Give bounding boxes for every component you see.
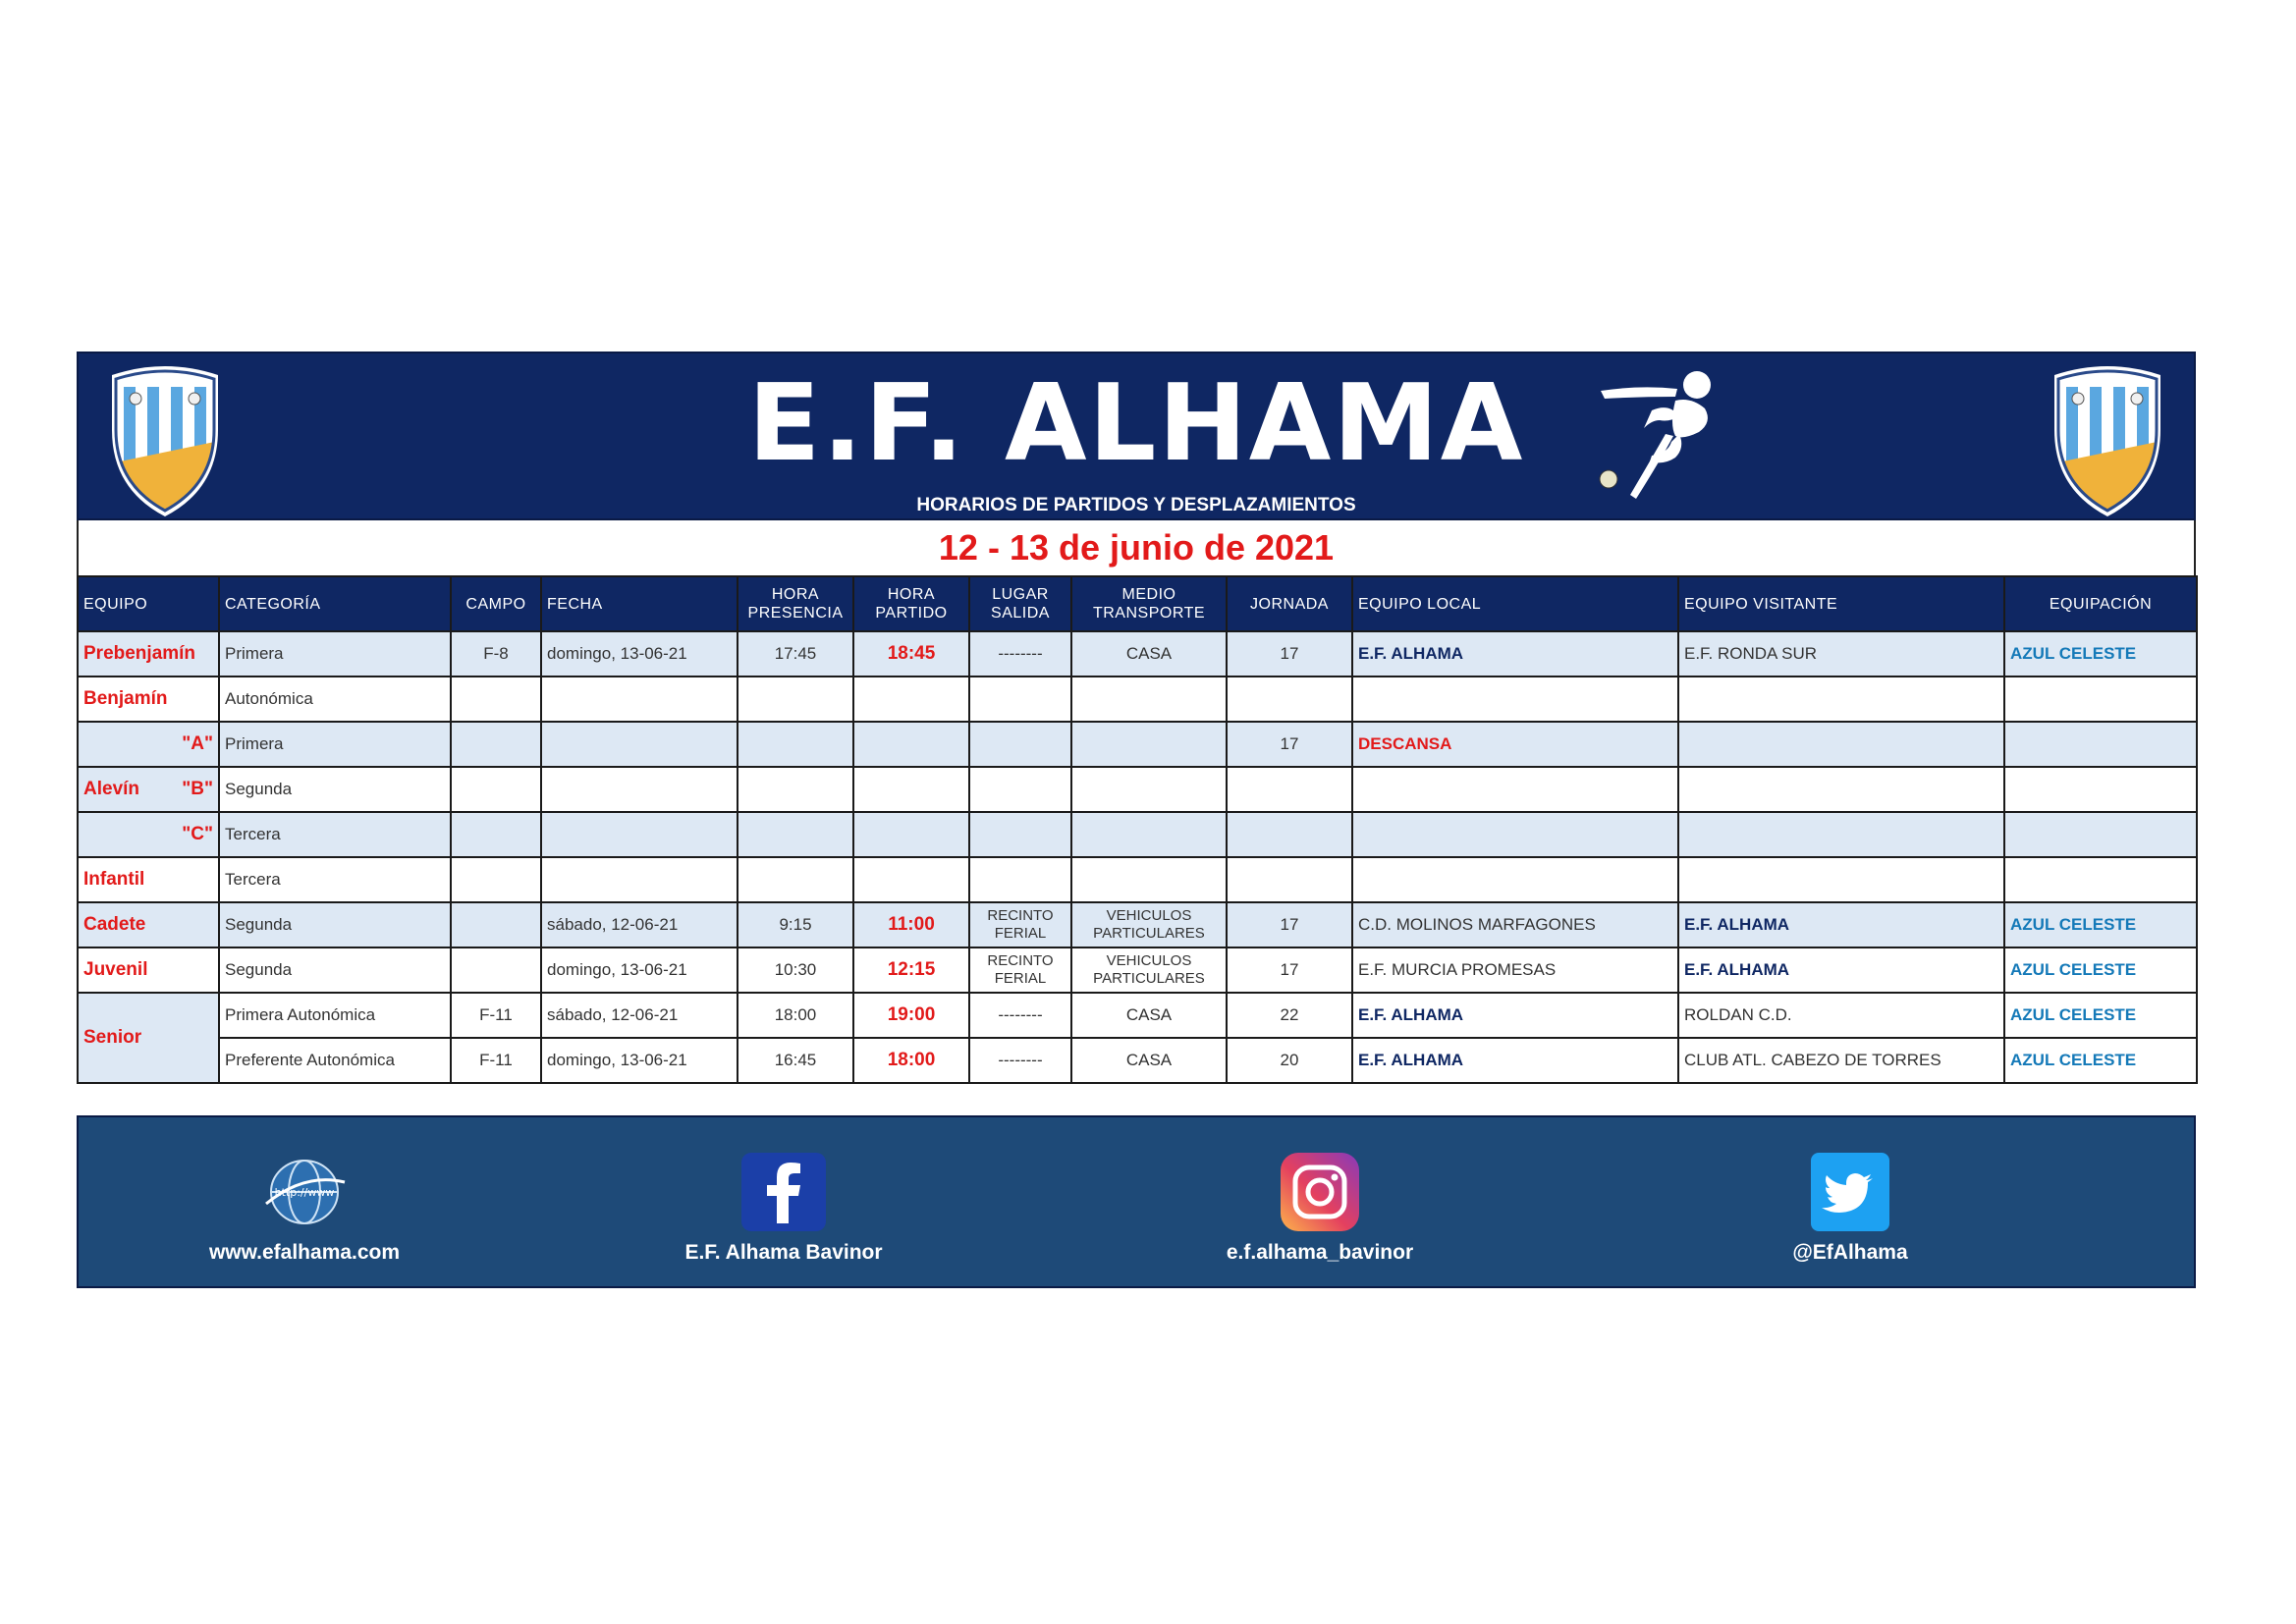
kickoff-time	[853, 767, 969, 812]
home-team: E.F. ALHAMA	[1352, 1038, 1678, 1083]
departure-place	[969, 722, 1071, 767]
team-name: Prebenjamín	[78, 631, 219, 677]
kickoff-time	[853, 857, 969, 902]
team-name: Juvenil	[78, 947, 219, 993]
footballer-kicking-icon	[1581, 363, 1728, 511]
kit: AZUL CELESTE	[2004, 1038, 2197, 1083]
home-team: E.F. MURCIA PROMESAS	[1352, 947, 1678, 993]
col-header-hora-presencia: HORA PRESENCIA	[738, 576, 853, 631]
match-date	[541, 767, 738, 812]
match-date	[541, 722, 738, 767]
away-team	[1678, 812, 2004, 857]
transport	[1071, 722, 1227, 767]
home-team	[1352, 677, 1678, 722]
field	[451, 902, 541, 947]
departure-place	[969, 857, 1071, 902]
col-header-equipo-visitante: EQUIPO VISITANTE	[1678, 576, 2004, 631]
arrival-time	[738, 857, 853, 902]
transport	[1071, 812, 1227, 857]
table-row-alevin-c	[78, 812, 2197, 857]
website-link[interactable]	[157, 1153, 452, 1265]
instagram-label: e.f.alhama_bavinor	[1226, 1241, 1414, 1264]
col-header-lugar-salida: LUGAR SALIDA	[969, 576, 1071, 631]
globe-icon	[262, 1153, 347, 1231]
kit: AZUL CELESTE	[2004, 902, 2197, 947]
match-date: domingo, 13-06-21	[541, 947, 738, 993]
team-name: Benjamín	[78, 677, 219, 722]
round: 22	[1227, 993, 1352, 1038]
transport: CASA	[1071, 631, 1227, 677]
kickoff-time: 12:15	[853, 947, 969, 993]
arrival-time: 9:15	[738, 902, 853, 947]
kit	[2004, 722, 2197, 767]
sub-team-label: "C"	[78, 812, 219, 857]
twitter-link[interactable]	[1703, 1153, 1997, 1265]
round: 17	[1227, 722, 1352, 767]
match-date-range: 12 - 13 de junio de 2021	[77, 520, 2196, 575]
departure-place	[969, 767, 1071, 812]
round: 17	[1227, 947, 1352, 993]
departure-place: --------	[969, 1038, 1071, 1083]
kickoff-time: 19:00	[853, 993, 969, 1038]
table-row-prebenjamin	[78, 631, 2197, 677]
kickoff-time: 18:00	[853, 1038, 969, 1083]
home-team: DESCANSA	[1352, 722, 1678, 767]
table-row-benjamin	[78, 677, 2197, 722]
category: Preferente Autonómica	[219, 1038, 451, 1083]
category: Tercera	[219, 812, 451, 857]
departure-place: --------	[969, 631, 1071, 677]
table-row-senior-b	[78, 1038, 2197, 1083]
arrival-time: 10:30	[738, 947, 853, 993]
website-label: www.efalhama.com	[208, 1241, 401, 1264]
table-row-alevin-b	[78, 767, 2197, 812]
instagram-link[interactable]	[1173, 1153, 1467, 1265]
transport: CASA	[1071, 993, 1227, 1038]
team-name: Cadete	[78, 902, 219, 947]
transport: CASA	[1071, 1038, 1227, 1083]
schedule-table	[77, 575, 2198, 1084]
field	[451, 767, 541, 812]
transport	[1071, 857, 1227, 902]
table-row-infantil	[78, 857, 2197, 902]
home-team: C.D. MOLINOS MARFAGONES	[1352, 902, 1678, 947]
field	[451, 812, 541, 857]
round: 20	[1227, 1038, 1352, 1083]
col-header-equipo-local: EQUIPO LOCAL	[1352, 576, 1678, 631]
departure-place	[969, 812, 1071, 857]
round	[1227, 677, 1352, 722]
arrival-time: 18:00	[738, 993, 853, 1038]
kit: AZUL CELESTE	[2004, 631, 2197, 677]
away-team: CLUB ATL. CABEZO DE TORRES	[1678, 1038, 2004, 1083]
club-title: E.F. ALHAMA	[747, 362, 1525, 485]
sub-team-label: "B"	[182, 779, 213, 799]
category: Segunda	[219, 947, 451, 993]
col-header-equipo: EQUIPO	[78, 576, 219, 631]
table-row-juvenil	[78, 947, 2197, 993]
round	[1227, 857, 1352, 902]
field	[451, 947, 541, 993]
category: Segunda	[219, 902, 451, 947]
team-name: Senior	[78, 993, 219, 1083]
match-date: domingo, 13-06-21	[541, 631, 738, 677]
away-team	[1678, 722, 2004, 767]
header-banner	[77, 352, 2196, 520]
arrival-time: 17:45	[738, 631, 853, 677]
table-row-senior-a	[78, 993, 2197, 1038]
category: Tercera	[219, 857, 451, 902]
kit: AZUL CELESTE	[2004, 947, 2197, 993]
field: F-11	[451, 1038, 541, 1083]
transport: VEHICULOS PARTICULARES	[1071, 947, 1227, 993]
category: Autonómica	[219, 677, 451, 722]
home-team: E.F. ALHAMA	[1352, 993, 1678, 1038]
match-date: sábado, 12-06-21	[541, 902, 738, 947]
col-header-fecha: FECHA	[541, 576, 738, 631]
home-team	[1352, 812, 1678, 857]
match-date: sábado, 12-06-21	[541, 993, 738, 1038]
away-team: E.F. ALHAMA	[1678, 902, 2004, 947]
kit	[2004, 812, 2197, 857]
home-team: E.F. ALHAMA	[1352, 631, 1678, 677]
team-name: Infantil	[78, 857, 219, 902]
match-date	[541, 677, 738, 722]
category: Primera	[219, 722, 451, 767]
table-header-row	[78, 576, 2197, 631]
sub-team-cell	[78, 767, 219, 812]
col-header-jornada: JORNADA	[1227, 576, 1352, 631]
kickoff-time	[853, 677, 969, 722]
match-date: domingo, 13-06-21	[541, 1038, 738, 1083]
departure-place: --------	[969, 993, 1071, 1038]
category: Primera Autonómica	[219, 993, 451, 1038]
field	[451, 722, 541, 767]
arrival-time	[738, 677, 853, 722]
category: Segunda	[219, 767, 451, 812]
round	[1227, 767, 1352, 812]
field	[451, 677, 541, 722]
match-date	[541, 812, 738, 857]
svg-text:http://www: http://www	[274, 1186, 335, 1199]
arrival-time	[738, 767, 853, 812]
away-team	[1678, 677, 2004, 722]
col-header-categoria: CATEGORÍA	[219, 576, 451, 631]
away-team: E.F. ALHAMA	[1678, 947, 2004, 993]
away-team: E.F. RONDA SUR	[1678, 631, 2004, 677]
club-crest-icon	[2049, 361, 2166, 516]
home-team	[1352, 767, 1678, 812]
kickoff-time	[853, 722, 969, 767]
round	[1227, 812, 1352, 857]
kit	[2004, 857, 2197, 902]
arrival-time: 16:45	[738, 1038, 853, 1083]
departure-place	[969, 677, 1071, 722]
col-header-campo: CAMPO	[451, 576, 541, 631]
field: F-11	[451, 993, 541, 1038]
col-header-equipacion: EQUIPACIÓN	[2004, 576, 2197, 631]
departure-place: RECINTO FERIAL	[969, 902, 1071, 947]
kickoff-time: 18:45	[853, 631, 969, 677]
field: F-8	[451, 631, 541, 677]
twitter-label: @EfAlhama	[1792, 1241, 1908, 1264]
instagram-icon	[1278, 1153, 1362, 1231]
round: 17	[1227, 902, 1352, 947]
team-name: Alevín	[83, 779, 140, 799]
transport	[1071, 767, 1227, 812]
facebook-link[interactable]	[636, 1153, 931, 1265]
match-date	[541, 857, 738, 902]
table-row-cadete	[78, 902, 2197, 947]
field	[451, 857, 541, 902]
social-footer	[77, 1115, 2196, 1288]
kit	[2004, 677, 2197, 722]
category: Primera	[219, 631, 451, 677]
col-header-medio-transporte: MEDIO TRANSPORTE	[1071, 576, 1227, 631]
arrival-time	[738, 812, 853, 857]
kickoff-time: 11:00	[853, 902, 969, 947]
col-header-hora-partido: HORA PARTIDO	[853, 576, 969, 631]
facebook-label: E.F. Alhama Bavinor	[684, 1241, 883, 1264]
twitter-icon	[1808, 1153, 1892, 1231]
arrival-time	[738, 722, 853, 767]
transport: VEHICULOS PARTICULARES	[1071, 902, 1227, 947]
sub-team-label: "A"	[78, 722, 219, 767]
kit	[2004, 767, 2197, 812]
home-team	[1352, 857, 1678, 902]
transport	[1071, 677, 1227, 722]
round: 17	[1227, 631, 1352, 677]
kickoff-time	[853, 812, 969, 857]
facebook-icon	[741, 1153, 826, 1231]
kit: AZUL CELESTE	[2004, 993, 2197, 1038]
away-team	[1678, 767, 2004, 812]
table-row-alevin-a	[78, 722, 2197, 767]
page-subtitle: HORARIOS DE PARTIDOS Y DESPLAZAMIENTOS	[916, 495, 1356, 515]
away-team	[1678, 857, 2004, 902]
away-team: ROLDAN C.D.	[1678, 993, 2004, 1038]
departure-place: RECINTO FERIAL	[969, 947, 1071, 993]
